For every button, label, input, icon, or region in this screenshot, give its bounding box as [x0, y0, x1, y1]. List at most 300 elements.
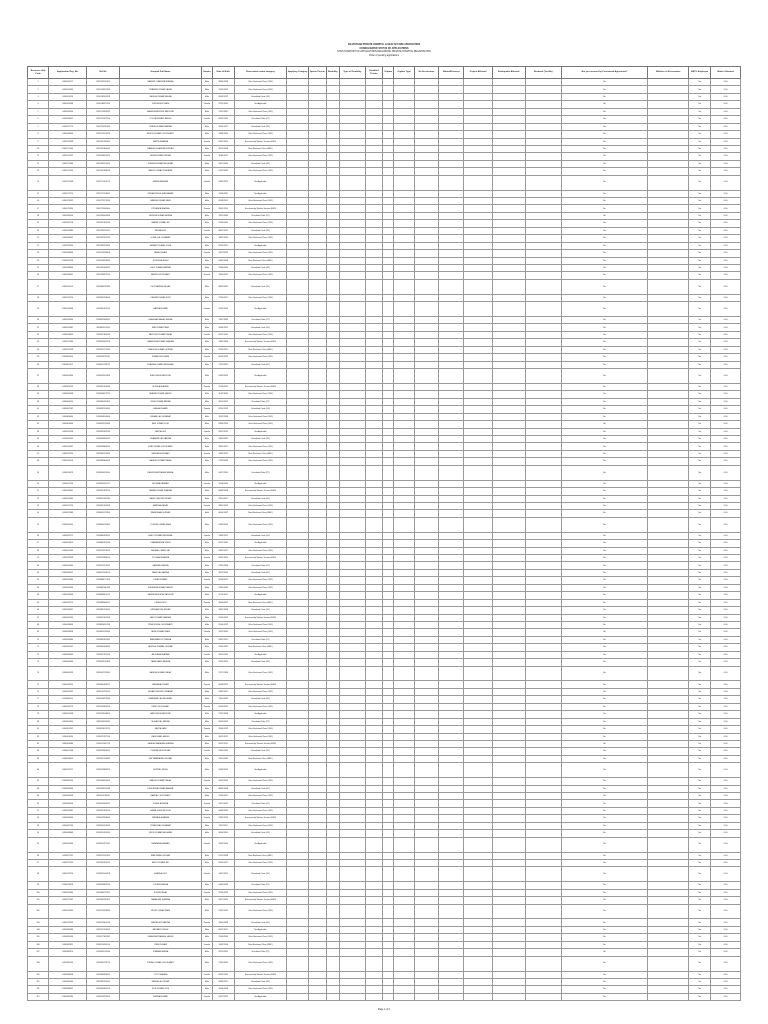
table-cell: Female [202, 383, 213, 390]
table-cell [309, 555, 326, 562]
table-cell: 3059814449178 [87, 339, 120, 346]
table-cell [365, 488, 382, 495]
table-cell [365, 480, 382, 487]
table-cell: No [689, 101, 711, 108]
table-cell: 06/07/1992 [212, 227, 234, 234]
table-cell [648, 644, 689, 651]
table-cell [339, 279, 365, 294]
table-cell [339, 934, 365, 941]
table-cell: 0.00 [711, 629, 741, 636]
table-cell: 3059823501306 [87, 369, 120, 384]
table-cell [309, 168, 326, 175]
table-cell: Male [202, 220, 213, 227]
table-cell: 0.00 [711, 324, 741, 331]
table-cell [464, 324, 493, 331]
table-cell: 3059945705034 [87, 807, 120, 814]
table-cell: Male [202, 79, 213, 86]
table-cell [339, 666, 365, 681]
table-cell [414, 257, 439, 264]
table-cell [365, 703, 382, 710]
table-cell [464, 837, 493, 852]
table-cell: No [689, 978, 711, 985]
table-cell: No [561, 688, 647, 695]
table-cell: Not Applicable [234, 480, 287, 487]
table-cell [439, 703, 464, 710]
table-cell [309, 904, 326, 919]
table-cell: Scheduled Caste (SC) [234, 279, 287, 294]
table-cell: No [689, 569, 711, 576]
table-cell [382, 391, 393, 398]
table-cell: LB56654924 [49, 733, 87, 740]
table-cell [464, 733, 493, 740]
table-cell: No [689, 354, 711, 361]
table-cell [309, 926, 326, 933]
table-cell [365, 941, 382, 948]
table-cell [525, 837, 561, 852]
table-cell: LB56679326 [49, 919, 87, 926]
table-cell: 0.00 [711, 644, 741, 651]
table-cell: Other Backward Class (OBC) [234, 153, 287, 160]
table-cell [394, 398, 414, 405]
table-cell [525, 540, 561, 547]
table-cell [414, 659, 439, 666]
table-cell [365, 830, 382, 837]
table-cell: SHOBHA KANWAR [119, 480, 201, 487]
table-cell [382, 614, 393, 621]
table-cell [326, 793, 339, 800]
table-cell: 0.00 [711, 205, 741, 212]
table-cell [365, 926, 382, 933]
table-cell: No [561, 294, 647, 301]
table-cell: LB56647952 [49, 688, 87, 695]
table-cell [382, 79, 393, 86]
table-cell [493, 168, 526, 175]
table-cell [414, 733, 439, 740]
table-cell: SITARAM MEENA [119, 949, 201, 956]
table-cell: DHARMENDRA SINGH [119, 540, 201, 547]
table-cell: Scheduled Tribe (ST) [234, 882, 287, 889]
table-cell [525, 450, 561, 457]
table-cell: 27/06/1991 [212, 294, 234, 301]
table-cell [493, 160, 526, 167]
table-cell [464, 175, 493, 190]
table-cell [365, 175, 382, 190]
table-cell [365, 443, 382, 450]
table-cell: NAND KISHORE REGAR [119, 495, 201, 502]
table-cell: LB56649114 [49, 696, 87, 703]
table-cell [439, 79, 464, 86]
table-cell [365, 532, 382, 539]
table-cell: Economically Weaker Section (EWS) [234, 815, 287, 822]
table-cell: No [561, 807, 647, 814]
table-cell: Not Applicable [234, 837, 287, 852]
table-cell: 02/10/1987 [212, 949, 234, 956]
table-cell [365, 740, 382, 747]
table-cell [439, 264, 464, 271]
table-cell: LB56658410 [49, 755, 87, 762]
table-cell [382, 116, 393, 123]
table-cell [493, 145, 526, 152]
table-row [28, 294, 741, 301]
table-cell [493, 93, 526, 100]
table-row [28, 465, 741, 480]
table-cell: Male [202, 317, 213, 324]
table-cell [287, 398, 309, 405]
table-cell: Other Backward Class (OBC) [234, 235, 287, 242]
table-cell [464, 346, 493, 353]
table-cell [439, 131, 464, 138]
table-cell: 54 [28, 510, 49, 517]
table-cell: 03/04/1990 [212, 421, 234, 428]
table-cell [525, 116, 561, 123]
table-row [28, 941, 741, 948]
table-row [28, 517, 741, 532]
table-cell: Male [202, 926, 213, 933]
table-cell [287, 993, 309, 1000]
column-header: Type of Disability [339, 67, 365, 79]
table-cell [439, 354, 464, 361]
table-cell [287, 711, 309, 718]
table-cell [525, 421, 561, 428]
table-cell [493, 198, 526, 205]
table-cell: BHAGWAN SAHAY MEENA [119, 317, 201, 324]
table-cell: Female [202, 175, 213, 190]
table-cell: 14 [28, 175, 49, 190]
table-cell [464, 718, 493, 725]
table-cell: 0.00 [711, 93, 741, 100]
table-cell: No [689, 145, 711, 152]
table-cell [525, 949, 561, 956]
table-cell: 14/02/1988 [212, 339, 234, 346]
table-cell [648, 584, 689, 591]
table-cell: 13/04/1992 [212, 532, 234, 539]
table-cell [326, 138, 339, 145]
table-cell: 39 [28, 391, 49, 398]
table-cell [326, 807, 339, 814]
table-cell [339, 681, 365, 688]
table-cell [382, 317, 393, 324]
table-cell: No [561, 718, 647, 725]
table-cell [525, 108, 561, 115]
table-cell [287, 116, 309, 123]
table-cell: No [689, 317, 711, 324]
table-cell: Other Backward Class (OBC) [234, 413, 287, 420]
table-cell [525, 711, 561, 718]
table-cell: KAVITA SHARMA [119, 138, 201, 145]
table-cell: Scheduled Caste (SC) [234, 919, 287, 926]
table-cell [525, 346, 561, 353]
table-cell: 0.00 [711, 428, 741, 435]
table-cell [382, 793, 393, 800]
table-cell: 68 [28, 621, 49, 628]
table-cell [326, 949, 339, 956]
table-cell: Male [202, 621, 213, 628]
table-cell: Female [202, 153, 213, 160]
report-note: Order of pending applications [368, 54, 399, 57]
table-cell [394, 755, 414, 762]
table-row [28, 391, 741, 398]
table-cell [394, 235, 414, 242]
table-cell: 42 [28, 413, 49, 420]
table-cell [394, 726, 414, 733]
table-cell: 0.00 [711, 279, 741, 294]
table-cell: 0.00 [711, 398, 741, 405]
table-cell: SATYANARAYAN GURJAR [119, 755, 201, 762]
table-cell: 55 [28, 517, 49, 532]
table-cell: No [561, 778, 647, 785]
table-cell: No [689, 614, 711, 621]
table-cell [439, 495, 464, 502]
table-cell: 3059938915938 [87, 785, 120, 792]
table-row [28, 220, 741, 227]
table-cell [339, 651, 365, 658]
table-cell: 0.00 [711, 175, 741, 190]
table-cell: No [561, 398, 647, 405]
table-cell: 52 [28, 495, 49, 502]
table-row [28, 934, 741, 941]
table-cell: SAVITA SAINI [119, 726, 201, 733]
table-cell: No [561, 666, 647, 681]
table-cell [309, 800, 326, 807]
table-cell: POOJA KUMARI JANGID [119, 116, 201, 123]
table-cell [464, 502, 493, 509]
table-cell [382, 257, 393, 264]
table-cell [339, 302, 365, 317]
table-cell [326, 346, 339, 353]
table-cell: Male [202, 458, 213, 465]
table-row [28, 160, 741, 167]
table-cell [525, 227, 561, 234]
table-cell [309, 666, 326, 681]
table-cell [493, 978, 526, 985]
table-cell [382, 859, 393, 866]
table-cell: LB56596824 [49, 331, 87, 338]
table-cell [493, 569, 526, 576]
table-cell [339, 339, 365, 346]
table-cell: 0.00 [711, 131, 741, 138]
table-cell [309, 450, 326, 457]
table-cell: KANTA DEVI BAIRWA [119, 919, 201, 926]
table-cell: No [561, 354, 647, 361]
table-cell [287, 569, 309, 576]
table-cell [648, 317, 689, 324]
table-cell: No [561, 317, 647, 324]
table-cell [493, 369, 526, 384]
table-cell [414, 607, 439, 614]
table-cell [439, 592, 464, 599]
table-cell [493, 815, 526, 822]
table-cell: Male [202, 688, 213, 695]
table-cell [394, 614, 414, 621]
table-cell: No [561, 242, 647, 249]
table-cell [339, 331, 365, 338]
table-cell: No [689, 748, 711, 755]
table-cell [439, 413, 464, 420]
table-cell: 3059757873378 [87, 131, 120, 138]
table-cell: 86 [28, 763, 49, 778]
table-cell: 101 [28, 897, 49, 904]
table-cell [525, 584, 561, 591]
table-cell [464, 852, 493, 859]
table-cell [309, 145, 326, 152]
table-cell: 28/06/1988 [212, 79, 234, 86]
table-cell: 3059821238274 [87, 361, 120, 368]
table-cell [394, 346, 414, 353]
table-cell [309, 599, 326, 606]
table-cell: No [561, 993, 647, 1000]
table-row [28, 153, 741, 160]
table-cell [339, 406, 365, 413]
table-cell [339, 748, 365, 755]
table-cell: No [561, 190, 647, 197]
table-cell [365, 688, 382, 695]
table-cell: No [561, 562, 647, 569]
table-cell: No [561, 369, 647, 384]
table-cell [339, 919, 365, 926]
table-cell: 3059900444394 [87, 644, 120, 651]
table-cell: 23/08/1990 [212, 264, 234, 271]
table-cell [394, 250, 414, 257]
table-cell [464, 317, 493, 324]
table-cell [394, 778, 414, 785]
table-cell [525, 458, 561, 465]
table-cell [525, 517, 561, 532]
table-cell [439, 733, 464, 740]
table-cell [439, 807, 464, 814]
table-cell: MANOJ KUMAR PRAJAPAT [119, 168, 201, 175]
table-cell: HEERA LAL REGAR [119, 978, 201, 985]
table-cell: No [689, 830, 711, 837]
table-cell: Male [202, 517, 213, 532]
table-cell [493, 436, 526, 443]
table-cell [439, 577, 464, 584]
table-cell: 100 [28, 889, 49, 896]
table-cell [493, 450, 526, 457]
table-cell [439, 160, 464, 167]
table-cell: No [689, 391, 711, 398]
table-row [28, 778, 741, 785]
table-cell [525, 681, 561, 688]
table-cell: Other Backward Class (OBC) [234, 198, 287, 205]
table-cell: No [689, 755, 711, 762]
table-cell [339, 175, 365, 190]
table-cell: Other Backward Class (OBC) [234, 904, 287, 919]
table-cell [493, 748, 526, 755]
table-cell [309, 383, 326, 390]
table-cell: 0.00 [711, 190, 741, 197]
table-cell: No [689, 562, 711, 569]
table-cell: Scheduled Tribe (ST) [234, 718, 287, 725]
table-cell [464, 599, 493, 606]
table-cell: 11 [28, 153, 49, 160]
table-cell: LB56656086 [49, 740, 87, 747]
table-cell [493, 264, 526, 271]
table-cell [464, 859, 493, 866]
table-cell [439, 123, 464, 130]
table-cell [464, 941, 493, 948]
table-cell: No [561, 659, 647, 666]
table-cell [439, 272, 464, 279]
table-cell: Male [202, 978, 213, 985]
table-cell [365, 592, 382, 599]
table-cell [287, 391, 309, 398]
table-cell: 19/02/1994 [212, 837, 234, 852]
table-cell [326, 607, 339, 614]
table-cell: 3059769188538 [87, 168, 120, 175]
table-cell [287, 465, 309, 480]
table-cell: No [689, 778, 711, 785]
table-cell [439, 116, 464, 123]
table-cell: URMILA DEVI [119, 599, 201, 606]
table-cell: 3059803134018 [87, 294, 120, 301]
table-cell [493, 941, 526, 948]
table-cell [525, 703, 561, 710]
table-cell [365, 242, 382, 249]
table-cell: No [561, 897, 647, 904]
table-cell: NEHA KUMARI [119, 250, 201, 257]
table-cell [493, 986, 526, 993]
table-cell [339, 458, 365, 465]
table-cell [339, 131, 365, 138]
table-cell: 16/04/1988 [212, 986, 234, 993]
table-cell [648, 428, 689, 435]
table-cell [525, 279, 561, 294]
table-cell [648, 562, 689, 569]
table-cell [287, 644, 309, 651]
table-cell [648, 919, 689, 926]
table-cell: No [689, 904, 711, 919]
table-cell: BHARAT KUMAR JANGID [119, 391, 201, 398]
table-cell: LB56631684 [49, 577, 87, 584]
table-cell [439, 510, 464, 517]
table-cell [493, 220, 526, 227]
table-row [28, 956, 741, 971]
table-cell [382, 978, 393, 985]
table-cell: No [689, 495, 711, 502]
table-cell [326, 302, 339, 317]
table-cell: No [689, 279, 711, 294]
table-cell [309, 711, 326, 718]
table-cell [648, 443, 689, 450]
table-row [28, 279, 741, 294]
table-cell: 09/06/1993 [212, 354, 234, 361]
table-cell: 0.00 [711, 897, 741, 904]
table-cell: Male [202, 569, 213, 576]
column-header: Project Affected [464, 67, 493, 79]
table-row [28, 510, 741, 517]
table-cell: Female [202, 703, 213, 710]
table-cell [326, 413, 339, 420]
table-cell: SURESH KUMAR MEGHWAL [119, 160, 201, 167]
table-cell: 23/02/1993 [212, 748, 234, 755]
table-cell [382, 264, 393, 271]
table-cell: 0.00 [711, 971, 741, 978]
table-cell: No [561, 257, 647, 264]
table-cell [525, 882, 561, 889]
table-cell [439, 904, 464, 919]
table-cell [287, 79, 309, 86]
table-cell [493, 101, 526, 108]
table-cell: Female [202, 577, 213, 584]
table-cell [287, 696, 309, 703]
table-cell: PURAN MAL KUMAWAT [119, 822, 201, 829]
table-cell [287, 101, 309, 108]
table-row [28, 116, 741, 123]
table-cell [309, 986, 326, 993]
table-cell [525, 495, 561, 502]
table-cell: LB56617740 [49, 480, 87, 487]
table-cell [525, 599, 561, 606]
